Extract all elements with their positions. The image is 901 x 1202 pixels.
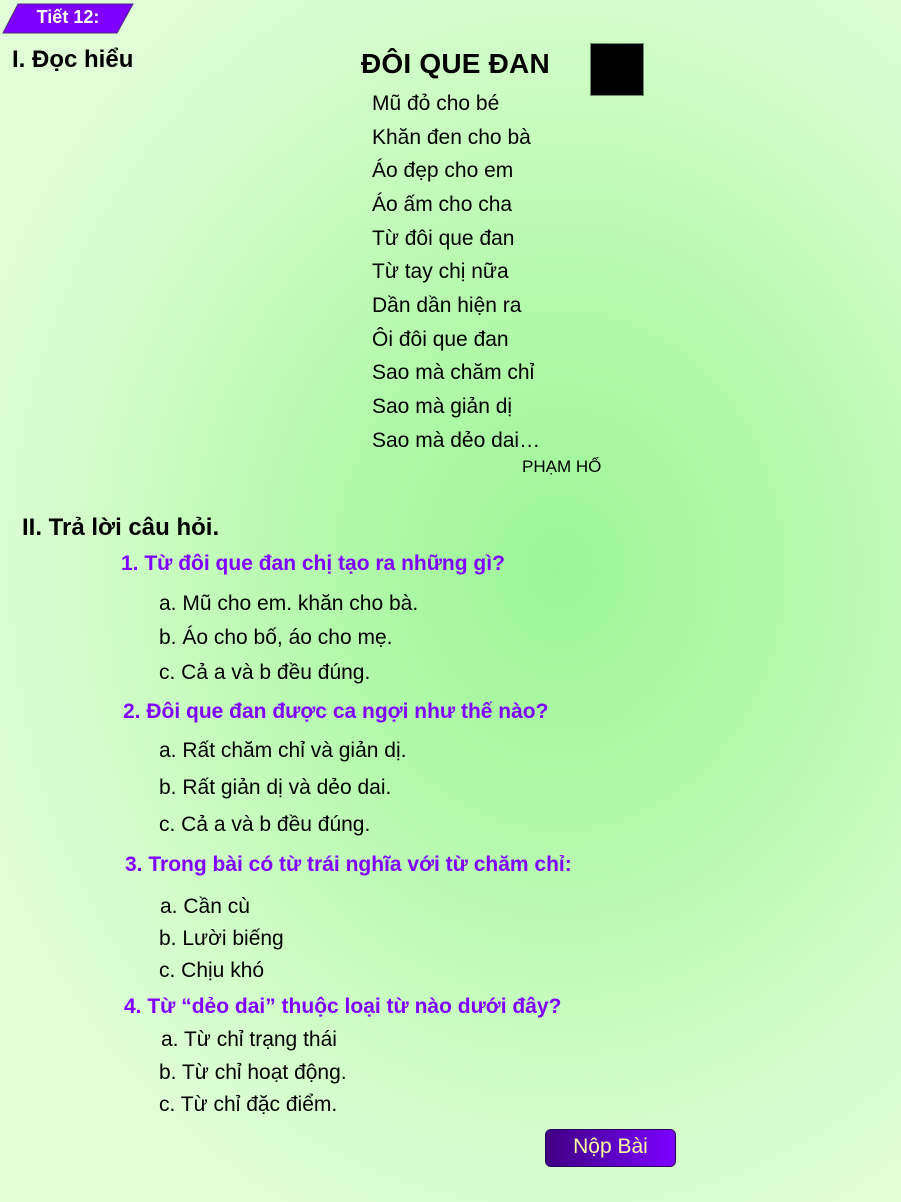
poem-line: Sao mà giản dị bbox=[372, 395, 513, 418]
question-3: 3. Trong bài có từ trái nghĩa với từ chăm chỉ: bbox=[125, 853, 572, 876]
poem-line: Sao mà dẻo dai… bbox=[372, 429, 541, 452]
answer-option-1c[interactable]: c. Cả a và b đều đúng. bbox=[159, 661, 371, 684]
poem-title: ĐÔI QUE ĐAN bbox=[361, 48, 550, 79]
black-square-image bbox=[590, 43, 644, 96]
poem-line: Áo ấm cho cha bbox=[372, 193, 513, 216]
poem-line: Khăn đen cho bà bbox=[372, 126, 531, 149]
answer-option-2c[interactable]: c. Cả a và b đều đúng. bbox=[159, 813, 371, 836]
answer-option-3a[interactable]: a. Cần cù bbox=[160, 895, 250, 918]
answer-option-3b[interactable]: b. Lười biếng bbox=[159, 927, 284, 950]
poem-line: Sao mà chăm chỉ bbox=[372, 361, 535, 384]
answer-option-3c[interactable]: c. Chịu khó bbox=[159, 959, 265, 982]
answer-option-1b[interactable]: b. Áo cho bố, áo cho mẹ. bbox=[159, 626, 393, 649]
poem-line: Từ tay chị nữa bbox=[372, 260, 509, 283]
question-2: 2. Đôi que đan được ca ngợi như thế nào? bbox=[123, 700, 549, 723]
question-1: 1. Từ đôi que đan chị tạo ra những gì? bbox=[121, 552, 505, 575]
poem-line: Mũ đỏ cho bé bbox=[372, 92, 500, 115]
poem-line: Dần dần hiện ra bbox=[372, 294, 522, 317]
poem-author: PHẠM HỔ bbox=[522, 457, 602, 476]
answer-option-2b[interactable]: b. Rất giản dị và dẻo dai. bbox=[159, 776, 392, 799]
answer-option-2a[interactable]: a. Rất chăm chỉ và giản dị. bbox=[159, 739, 407, 762]
section-heading-questions: II. Trả lời câu hỏi. bbox=[22, 514, 220, 541]
question-4: 4. Từ “dẻo dai” thuộc loại từ nào dưới đây? bbox=[124, 995, 562, 1018]
lesson-tag bbox=[2, 3, 132, 33]
answer-option-4b[interactable]: b. Từ chỉ hoạt động. bbox=[159, 1061, 347, 1084]
poem-line: Áo đẹp cho em bbox=[372, 159, 514, 182]
poem-line: Ôi đôi que đan bbox=[372, 328, 509, 351]
submit-button[interactable]: Nộp Bài bbox=[545, 1129, 676, 1167]
lesson-tag-label: Tiết 12: bbox=[36, 7, 100, 27]
answer-option-1a[interactable]: a. Mũ cho em. khăn cho bà. bbox=[159, 592, 419, 615]
section-heading-reading: I. Đọc hiểu bbox=[12, 46, 134, 73]
poem-line: Từ đôi que đan bbox=[372, 227, 515, 250]
answer-option-4a[interactable]: a. Từ chỉ trạng thái bbox=[161, 1028, 337, 1051]
answer-option-4c[interactable]: c. Từ chỉ đặc điểm. bbox=[159, 1093, 338, 1116]
